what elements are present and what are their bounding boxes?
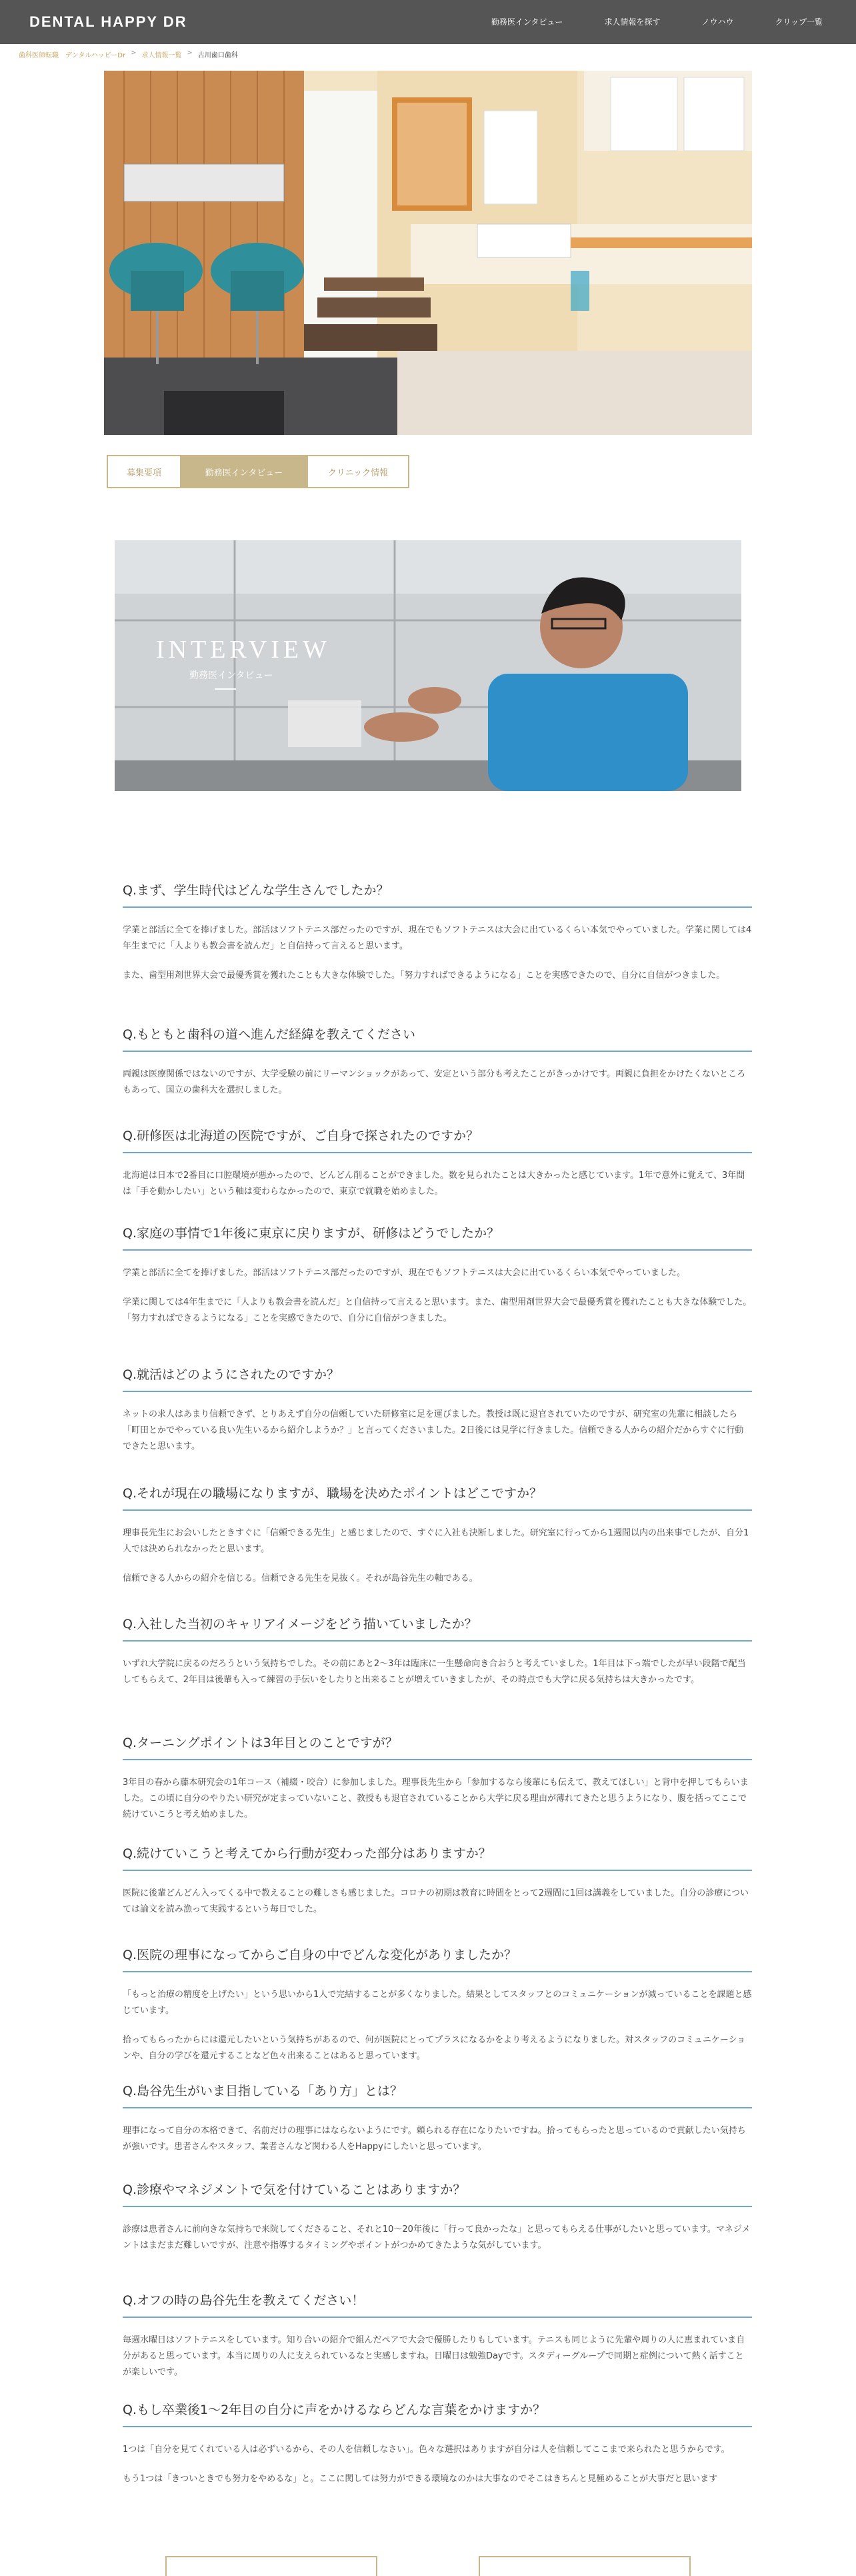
- clinic-hero-image: [104, 71, 752, 435]
- breadcrumb: [19, 49, 238, 59]
- site-logo[interactable]: DENTAL HAPPY DR: [29, 13, 187, 30]
- tab-clinic-info[interactable]: クリニック情報: [307, 456, 408, 487]
- question-heading: Q.ターニングポイントは3年目とのことですが？: [123, 1733, 752, 1760]
- breadcrumb-job-list[interactable]: 求人情報一覧: [141, 52, 182, 59]
- qa-block: [123, 2180, 752, 2267]
- question-heading: Q.もともと歯科の道へ進んだ経緯を教えてください: [123, 1025, 752, 1052]
- main-nav: [491, 16, 823, 27]
- answer-text: 両親は医療関係ではないのですが、大学受験の前にリーマンショックがあって、安定という部分も考えたことがきっかけです。両親に負担をかけたくないところもあって、国立の歯科大を選択しました。: [123, 1069, 745, 1095]
- answer-text: 拾ってもらったからには還元したいという気持ちがあるので、何が医院にとってプラスになるかをより考えるようになりました。対スタッフのコミュニケーションや、自分の学びを還元することなど色々出来ることはあると思っています。: [123, 2035, 746, 2061]
- banner-subtitle: 勤務医インタビュー: [189, 670, 273, 681]
- answer-text: 「もっと治療の精度を上げたい」という思いから1人で完結することが多くなりました。結果としてスタッフとのコミュニケーションが減っていることを課題と感じています。: [123, 1990, 752, 2016]
- breadcrumb-home[interactable]: 歯科医師転職 デンタルハッピーDr: [19, 52, 126, 59]
- question-heading: Q.続けていこうと考えてから行動が変わった部分はありますか？: [123, 1844, 752, 1871]
- qa-block: [123, 1844, 752, 1931]
- breadcrumb-separator: >: [131, 49, 137, 57]
- question-heading: Q.もし卒業後1〜2年目の自分に声をかけるならどんな言葉をかけますか？: [123, 2400, 752, 2427]
- breadcrumb-current: 古川歯口歯科: [197, 52, 238, 59]
- answer-text: 北海道は日本で2番目に口腔環境が悪かったので、どんどん削ることができました。数を見られたことは大きかったと感じています。1年で意外に覚えて、3年間は「手を動かしたい」という軸は変わらなかったので、東京で就職を始めました。: [123, 1171, 745, 1197]
- qa-block: [123, 2400, 752, 2501]
- question-heading: Q.それが現在の職場になりますが、職場を決めたポイントはどこですか？: [123, 1483, 752, 1511]
- qa-block: [123, 1025, 752, 1112]
- qa-block: [123, 1483, 752, 1600]
- qa-block: [123, 2081, 752, 2168]
- qa-block: [123, 1733, 752, 1836]
- answer-text: 学業と部活に全てを捧げました。部活はソフトテニス部だったのですが、現在でもソフトテニスは大会に出ているくらい本気でやっていました。: [123, 1268, 685, 1278]
- answer-text: 1つは「自分を見てくれている人は必ずいるから、その人を信頼しなさい」。色々な選択はありますが自分は人を信頼してここまで来られたと思うからです。: [123, 2445, 730, 2455]
- answer-text: 理事長先生にお会いしたときすぐに「信頼できる先生」と感じましたので、すぐに入社も決断しました。研究室に行ってから1週間以内の出来事でしたが、自分1人では決められなかったと思います。: [123, 1528, 749, 1554]
- qa-block: [123, 880, 752, 997]
- question-heading: Q.家庭の事情で1年後に東京に戻りますが、研修はどうでしたか？: [123, 1223, 752, 1251]
- answer-text: いずれ大学院に戻るのだろうという気持ちでした。その前にあと2〜3年は臨床に一生懸命向き合おうと考えていました。1年目は下っ端でしたが早い段階で配当してもらえて、2年目は後輩も入って練習の手伝いをしたりと出来ることが増えていきましたが、その時点でも大学に戻る気持ちは大きかったです。: [123, 1659, 746, 1685]
- breadcrumb-separator: >: [187, 49, 193, 57]
- qa-block: [123, 2291, 752, 2394]
- qa-block: [123, 1945, 752, 2078]
- qa-block: [123, 1223, 752, 1340]
- answer-text: 医院に後輩どんどん入ってくる中で教えることの難しさも感じました。コロナの初期は教育に時間をとって2週間に1回は講義をしていました。自分の診療については論文を読み漁って実践するという毎日でした。: [123, 1888, 749, 1914]
- question-heading: Q.診療やマネジメントで気を付けていることはありますか？: [123, 2180, 752, 2207]
- tab-job-requirements[interactable]: 募集要項: [108, 456, 180, 487]
- page-tabs: [107, 455, 409, 488]
- question-heading: Q.オフの時の島谷先生を教えてください！: [123, 2291, 752, 2318]
- nav-knowhow[interactable]: ノウハウ: [701, 17, 734, 27]
- answer-text: ネットの求人はあまり信頼できず、とりあえず自分の信頼していた研修室に足を運びました。教授は既に退官されていたのですが、研究室の先輩に相談したら「町田とかでやっている良い先生いるから紹介しようか？」と言ってくださいました。2日後には見学に行きました。信頼できる人からの紹介だからすぐに行動できたと思います。: [123, 1409, 744, 1451]
- banner-divider: [215, 688, 236, 690]
- banner-title: INTERVIEW: [156, 636, 331, 664]
- nav-job-search[interactable]: 求人情報を探す: [604, 17, 661, 27]
- answer-text: 学業に関しては4年生までに「人よりも教会書を読んだ」と自信持って言えると思います。また、歯型用剤世界大会で最優秀賞を獲れたことも大きな体験でした。「努力すればできるようになる」ことを実感できたので、自分に自信がつきました。: [123, 1297, 752, 1323]
- qa-block: [123, 1365, 752, 1468]
- interview-banner: [115, 540, 741, 791]
- bottom-action-button[interactable]: [479, 2556, 691, 2576]
- answer-text: 信頼できる人からの紹介を信じる。信頼できる先生を見抜く。それが島谷先生の軸である。: [123, 1573, 478, 1583]
- answer-text: 毎週水曜日はソフトテニスをしています。知り合いの紹介で組んだペアで大会で優勝したりもしています。テニスも同じように先輩や周りの人に恵まれていま自分があると思っています。本当に周りの人に支えられているなと実感しますね。日曜日は勉強Dayです。スタディーグループで同期と症例について熱く話すことが楽しいです。: [123, 2335, 745, 2377]
- qa-block: [123, 1126, 752, 1213]
- question-heading: Q.島谷先生がいま目指している「あり方」とは？: [123, 2081, 752, 2108]
- question-heading: Q.まず、学生時代はどんな学生さんでしたか？: [123, 880, 752, 908]
- answer-text: 学業と部活に全てを捧げました。部活はソフトテニス部だったのですが、現在でもソフトテニスは大会に出ているくらい本気でやっていました。学業に関しては4年生までに「人よりも教会書を読んだ」と自信持って言えると思います。: [123, 925, 752, 951]
- nav-interview[interactable]: 勤務医インタビュー: [491, 17, 563, 27]
- question-heading: Q.入社した当初のキャリアイメージをどう描いていましたか？: [123, 1614, 752, 1642]
- tab-interview[interactable]: 勤務医インタビュー: [180, 456, 307, 487]
- bottom-action-button[interactable]: [165, 2556, 377, 2576]
- nav-clip-list[interactable]: クリップ一覧: [775, 17, 823, 27]
- question-heading: Q.就活はどのようにされたのですか？: [123, 1365, 752, 1392]
- qa-block: [123, 1614, 752, 1702]
- answer-text: 理事になって自分の本格できて、名前だけの理事にはならないようにです。頼られる存在になりたいですね。拾ってもらったと思っているので貢献したい気持ちが強いです。患者さんやスタッフ、業者さんなど関わる人をHappyにしたいと思っています。: [123, 2126, 746, 2152]
- answer-text: もう1つは「きついときでも努力をやめるな」と。ここに関しては努力ができる環境なのかは大事なのでそこはきちんと見極めることが大事だと思います: [123, 2474, 718, 2484]
- site-header: [0, 0, 856, 44]
- question-heading: Q.研修医は北海道の医院ですが、ご自身で探されたのですか？: [123, 1126, 752, 1153]
- answer-text: 診療は患者さんに前向きな気持ちで来院してくださること、それと10〜20年後に「行って良かったな」と思ってもらえる仕事がしたいと思っています。マネジメントはまだまだ難しいですが、注意や指導するタイミングやポイントがつかめてきたような気がしています。: [123, 2224, 751, 2250]
- answer-text: また、歯型用剤世界大会で最優秀賞を獲れたことも大きな体験でした。「努力すればできるようになる」ことを実感できたので、自分に自信がつきました。: [123, 971, 725, 981]
- question-heading: Q.医院の理事になってからご自身の中でどんな変化がありましたか？: [123, 1945, 752, 1972]
- answer-text: 3年目の春から藤本研究会の1年コース（補綴・咬合）に参加しました。理事長先生から「参加するなら後輩にも伝えて、教えてほしい」と背中を押してもらいました。この頃に自分のやりたい研究が定まっていないこと、教授もも退官されていることから大学に戻る理由が薄れてきたと思うようになり、腹を括ってここで続けていこうと考え始めました。: [123, 1778, 749, 1820]
